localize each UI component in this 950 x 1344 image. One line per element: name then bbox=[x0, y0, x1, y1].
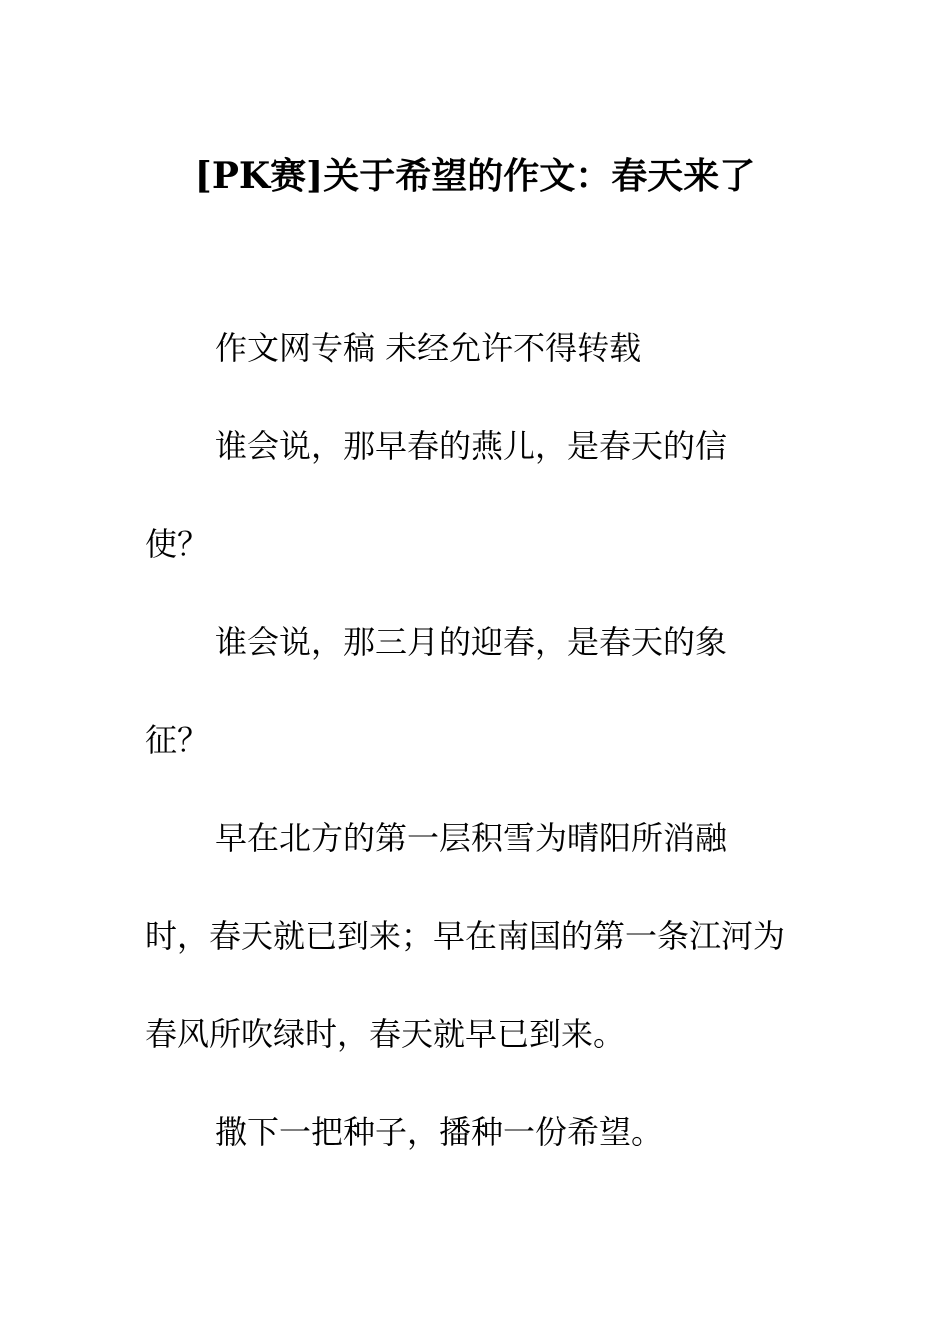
document-body bbox=[145, 299, 785, 1181]
paragraph: 谁会说，那早春的燕儿，是春天的信使？ bbox=[145, 427, 728, 563]
document-title: [PK赛]关于希望的作文：春天来了 bbox=[194, 155, 756, 198]
paragraph-copyright-notice: 作文网专稿 未经允许不得转载 bbox=[215, 329, 642, 367]
paragraph: 撒下一把种子，播种一份希望。 bbox=[215, 1113, 664, 1151]
paragraph: 谁会说，那三月的迎春，是春天的象征？ bbox=[145, 623, 728, 759]
paragraph: 早在北方的第一层积雪为晴阳所消融时，春天就已到来；早在南国的第一条江河为春风所吹绿时，春天就早已到来。 bbox=[145, 819, 786, 1053]
